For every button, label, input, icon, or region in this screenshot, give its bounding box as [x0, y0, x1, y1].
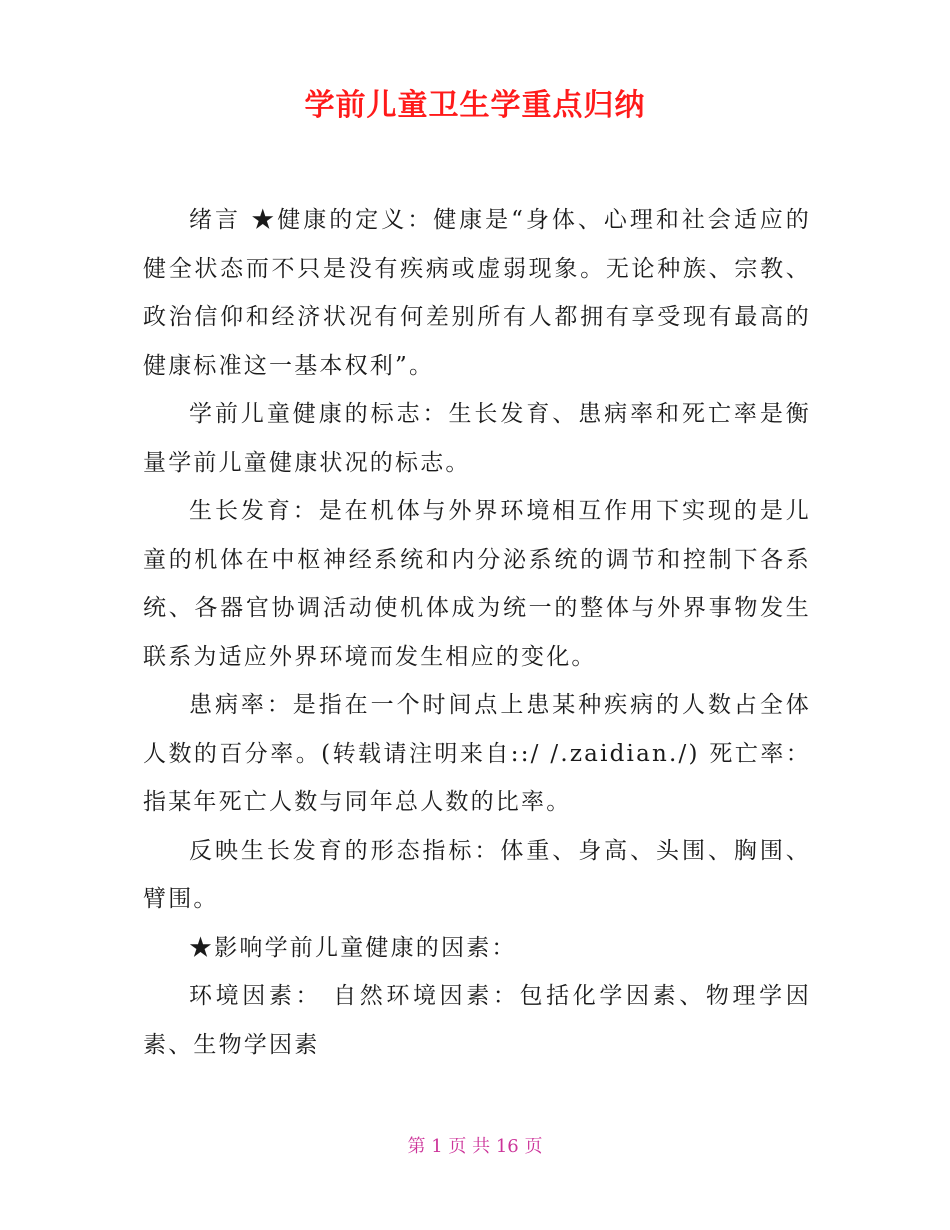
paragraph-health-definition: 绪言 ★健康的定义：健康是“身体、心理和社会适应的健全状态而不只是没有疾病或虚弱现象。无论种族、宗教、政治信仰和经济状况有何差别所有人都拥有享受现有最高的健康标准这一基本权利”。 — [143, 207, 811, 379]
document-body — [143, 196, 811, 1069]
paragraph-health-indicators: 学前儿童健康的标志：生长发育、患病率和死亡率是衡量学前儿童健康状况的标志。 — [143, 401, 811, 476]
page-footer: 第 1 页 共 16 页 — [407, 1136, 543, 1157]
paragraph-growth-indices: 反映生长发育的形态指标：体重、身高、头围、胸围、臂围。 — [143, 837, 811, 912]
paragraph-morbidity-mortality: 患病率：是指在一个时间点上患某种疾病的人数占全体人数的百分率。(转载请注明来自::/ /.zaidian./) 死亡率：指某年死亡人数与同年总人数的比率。 — [143, 692, 811, 815]
paragraph-influencing-factors: ★影响学前儿童健康的因素： — [189, 934, 517, 961]
paragraph-environment-factors: 环境因素： 自然环境因素：包括化学因素、物理学因素、生物学因素 — [143, 983, 811, 1058]
document-title: 学前儿童卫生学重点归纳 — [304, 88, 646, 123]
paragraph-growth-development: 生长发育：是在机体与外界环境相互作用下实现的是儿童的机体在中枢神经系统和内分泌系统的调节和控制下各系统、各器官协调活动使机体成为统一的整体与外界事物发生联系为适应外界环境而发生相应的变化。 — [143, 498, 811, 670]
